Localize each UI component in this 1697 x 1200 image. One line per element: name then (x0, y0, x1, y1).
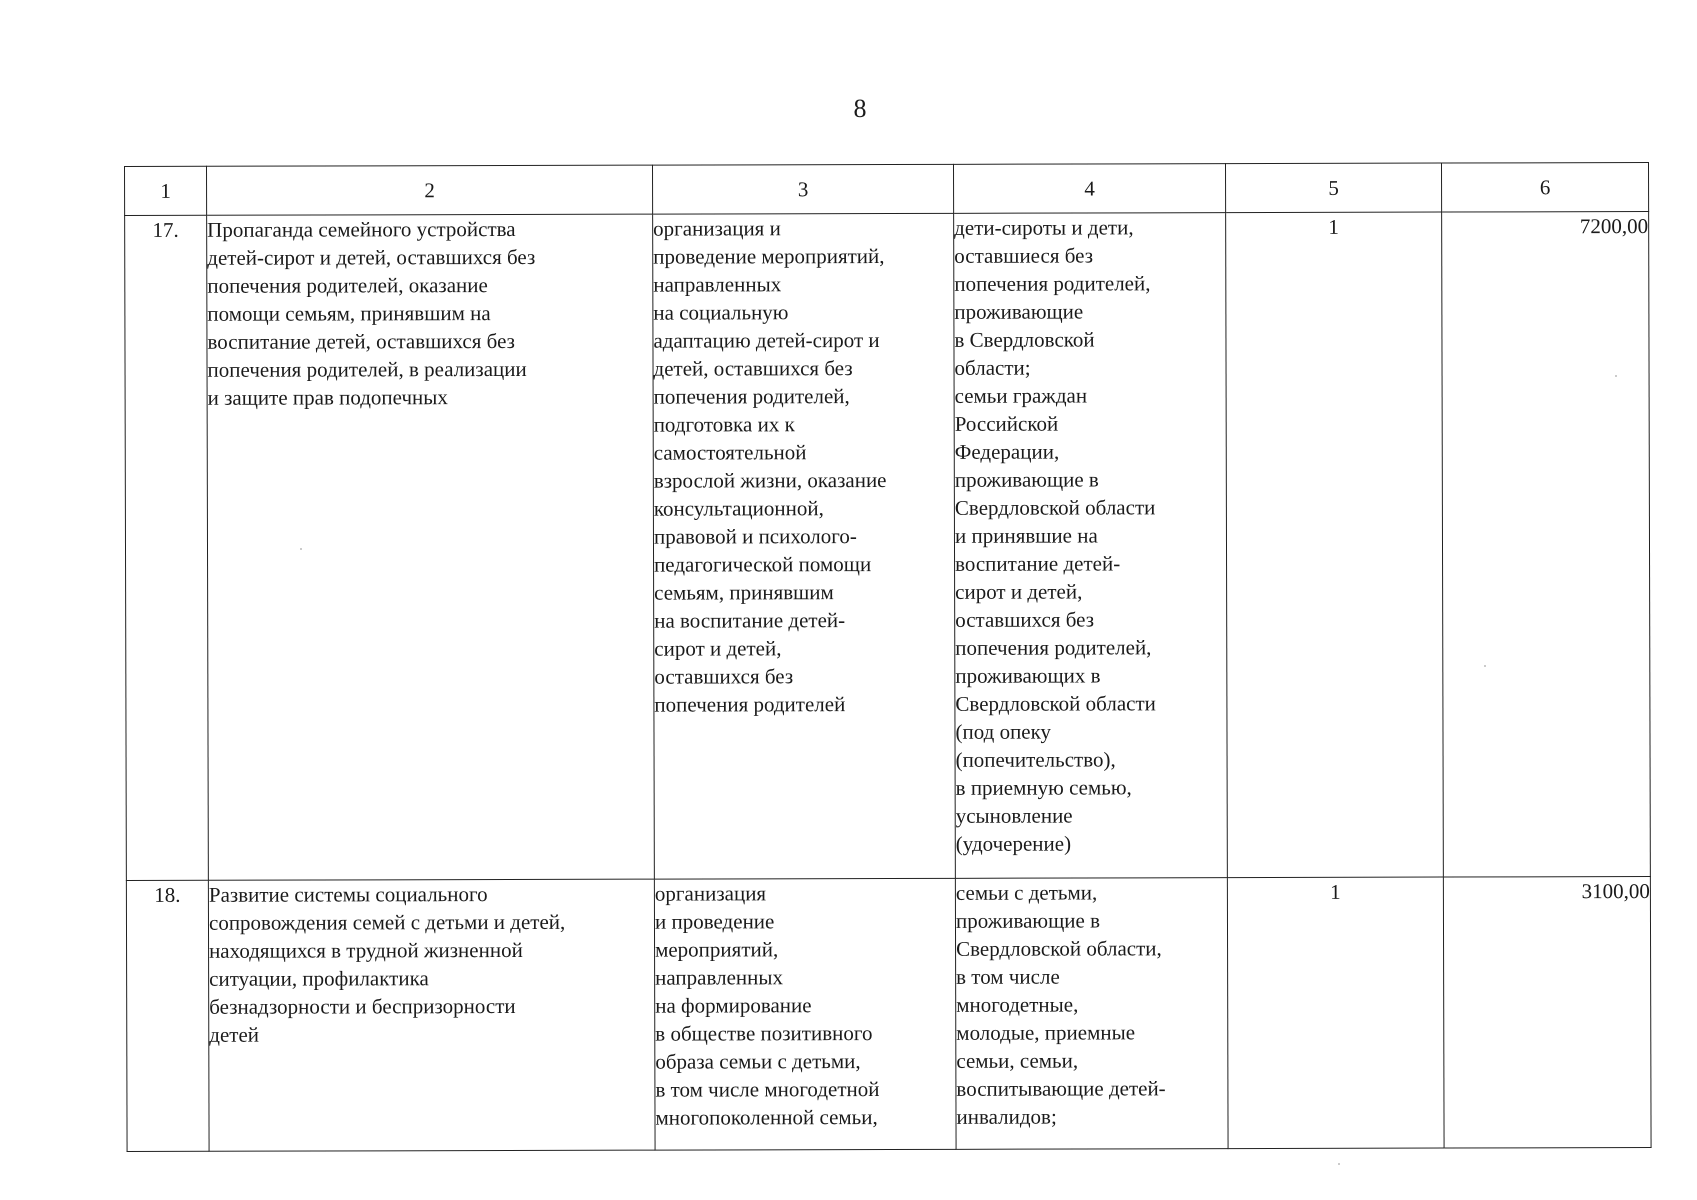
column-header: 1 (125, 166, 207, 215)
service-name: Развитие системы социального сопровождения семей с детьми и детей, находящихся в трудной жизненной ситуации, профилактика безнадзорности и беспризорности детей (208, 879, 655, 1151)
table-header-row (125, 163, 1649, 216)
service-name: Пропаганда семейного устройства детей-сирот и детей, оставшихся без попечения родителей, оказание помощи семьям, принявшим на воспитание детей, оставшихся без попечения родителей, в реализации и защите прав подопечных (207, 214, 655, 880)
column-header: 2 (207, 165, 653, 215)
scan-speck (1615, 375, 1617, 377)
service-amount: 7200,00 (1442, 212, 1651, 878)
column-header: 4 (953, 164, 1225, 214)
service-activity: организация и проведение мероприятий, направленных на социальную адаптацию детей-сирот и детей, оставшихся без попечения родителей, подготовка их к самостоятельной взрослой жизни, оказание консультационной, правовой и психолого- педагогической помощи семьям, принявшим на воспитание детей- сирот и детей, оставшихся без попечения родителей (653, 213, 956, 879)
service-count: 1 (1226, 212, 1444, 878)
row-number: 18. (126, 880, 209, 1151)
service-recipients: семьи с детьми, проживающие в Свердловской области, в том числе многодетные, молодые, приемные семьи, семьи, воспитывающие детей- инвалидов; (955, 878, 1228, 1150)
service-count: 1 (1227, 877, 1444, 1149)
page-number: 8 (853, 94, 867, 123)
service-activity: организация и проведение мероприятий, направленных на формирование в обществе позитивного образа семьи с детьми, в том числе многодетной многопоколенной семьи, (654, 878, 956, 1150)
table-row (126, 877, 1651, 1152)
scan-speck (1484, 665, 1486, 667)
column-header: 3 (652, 164, 953, 214)
column-header: 6 (1441, 163, 1648, 213)
column-header: 5 (1225, 163, 1441, 213)
services-table (124, 162, 1652, 1152)
scan-speck (1338, 1163, 1340, 1165)
table-row (125, 212, 1651, 881)
service-recipients: дети-сироты и дети, оставшиеся без попечения родителей, проживающие в Свердловской области; семьи граждан Российской Федерации, проживающие в Свердловской области и принявшие на воспитание детей- сирот и детей, оставшихся без попечения родителей, проживающих в Свердловской области (под опеку (попечительство), в приемную семью, усыновление (удочерение) (954, 213, 1228, 879)
scan-speck (300, 548, 302, 550)
service-amount: 3100,00 (1443, 877, 1651, 1149)
row-number: 17. (125, 215, 209, 880)
